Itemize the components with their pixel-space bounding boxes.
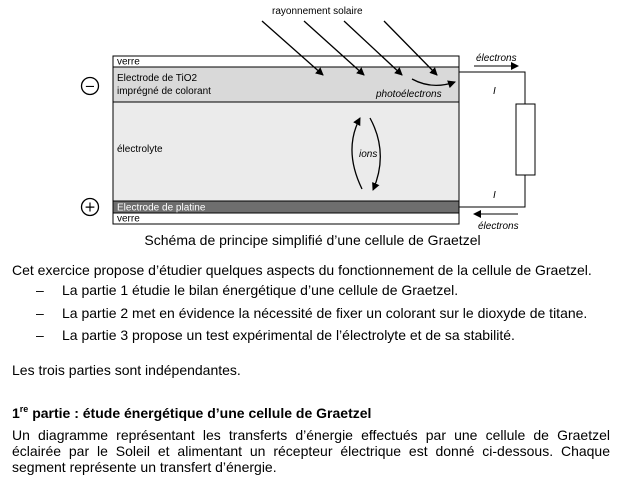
glass-top-layer bbox=[113, 56, 459, 67]
paragraph-line: segment représente un transfert d’énergie. bbox=[12, 459, 277, 475]
list-marker: – bbox=[36, 305, 44, 321]
list-marker: – bbox=[36, 282, 44, 298]
minus-sign: − bbox=[84, 79, 96, 95]
part1-paragraph bbox=[12, 427, 610, 475]
sunlight-label: rayonnement solaire bbox=[272, 6, 363, 17]
circuit-wire-top bbox=[459, 72, 525, 104]
platinum-electrode-label: Electrode de platine bbox=[117, 202, 206, 214]
current-bottom-label: I bbox=[493, 190, 496, 201]
part1-heading-sup: re bbox=[19, 404, 29, 414]
paragraph-line: Un diagramme représentant les transferts d’énergie effectués par une cellule de Graetzel bbox=[12, 427, 610, 443]
list-item: La partie 3 propose un test expérimental de l’électrolyte et de sa stabilité. bbox=[62, 327, 515, 343]
independent-note: Les trois parties sont indépendantes. bbox=[12, 362, 241, 378]
plus-sign: + bbox=[84, 199, 96, 216]
part1-heading bbox=[12, 404, 371, 421]
list-marker: – bbox=[36, 327, 44, 343]
diagram-caption: Schéma de principe simplifié d’une cellule de Graetzel bbox=[144, 232, 481, 248]
glass-bottom-label: verre bbox=[117, 213, 140, 225]
glass-bottom-layer bbox=[113, 213, 459, 224]
electrolyte-layer bbox=[113, 102, 459, 201]
tio2-electrode-label: Electrode de TiO2 bbox=[117, 73, 198, 84]
part1-heading-text: partie : étude énergétique d’une cellule de Graetzel bbox=[28, 405, 372, 421]
list-item: La partie 2 met en évidence la nécessité de fixer un colorant sur le dioxyde de titane. bbox=[62, 305, 588, 321]
list-item: La partie 1 étudie le bilan énergétique d’une cellule de Graetzel. bbox=[62, 282, 459, 298]
tio2-dye-label: imprégné de colorant bbox=[117, 86, 211, 97]
photoelectrons-label: photoélectrons bbox=[376, 89, 442, 100]
paragraph-line: éclairée par le Soleil et alimentant un récepteur électrique est donné ci-dessous. Chaque bbox=[12, 443, 610, 459]
load-resistor bbox=[516, 104, 535, 175]
electrolyte-label: électrolyte bbox=[117, 144, 163, 155]
electrons-bottom-label: électrons bbox=[478, 221, 519, 232]
glass-top-label: verre bbox=[117, 56, 140, 68]
ions-label: ions bbox=[359, 149, 378, 160]
electrons-top-label: électrons bbox=[476, 53, 517, 64]
current-top-label: I bbox=[493, 86, 496, 97]
graetzel-cell-diagram bbox=[0, 0, 625, 232]
intro-paragraph: Cet exercice propose d’étudier quelques aspects du fonctionnement de la cellule de Graetzel. bbox=[12, 262, 592, 278]
part1-heading-number: 1 bbox=[12, 405, 20, 421]
circuit-wire-bottom bbox=[459, 175, 525, 207]
